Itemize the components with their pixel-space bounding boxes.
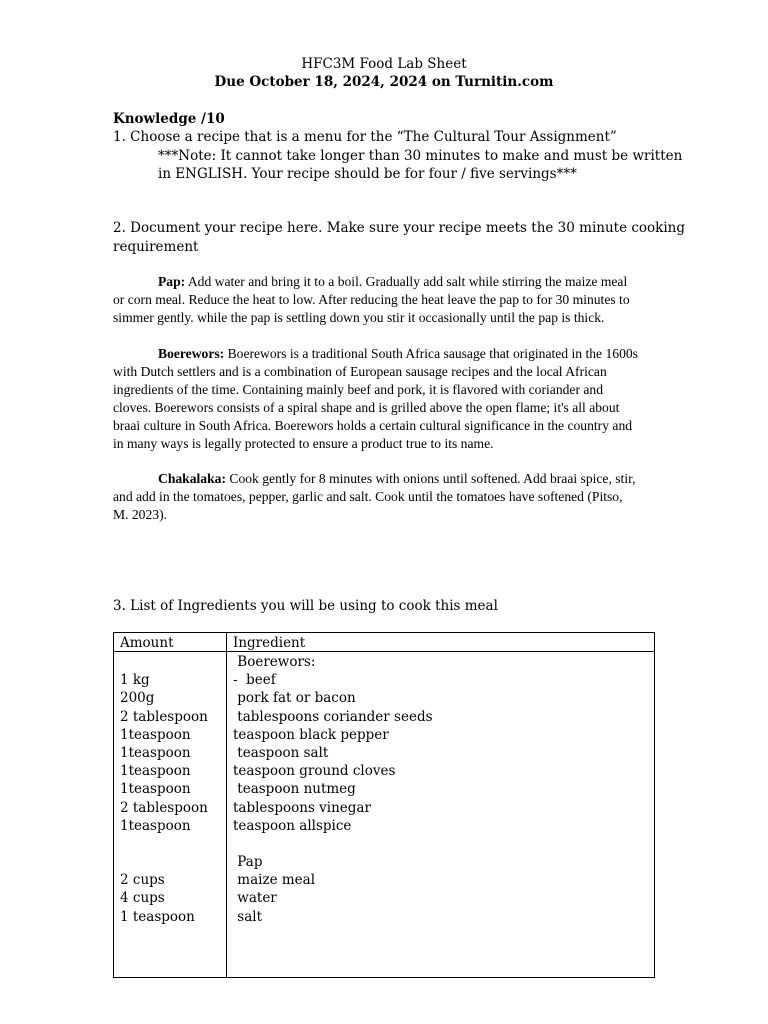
amount-row: [120, 853, 208, 871]
amount-row: 200g: [120, 690, 155, 707]
ingredient-row: Boerewors:: [233, 654, 316, 670]
question-2-line-1: 2. Document your recipe here. Make sure your recipe meets the 30 minute cooking: [113, 220, 686, 236]
ingredient-column: [233, 653, 433, 926]
amount-row: 1teaspoon: [120, 726, 191, 743]
pap-text-2: or corn meal. Reduce the heat to low. After reducing the heat leave the pap to for 30 minutes to: [113, 292, 630, 307]
chakalaka-text-3: M. 2023).: [113, 507, 167, 522]
pap-text-1: Add water and bring it to a boil. Gradually add salt while stirring the maize meal: [185, 274, 628, 289]
boerewors-text-5: braai culture in South Africa. Boerewors holds a certain cultural significance in the country and: [113, 418, 633, 433]
boerewors-text-1: Boerewors is a traditional South Africa sausage that originated in the 1600s: [224, 346, 638, 361]
due-date: Due October 18, 2024, 2024 on Turnitin.com: [214, 74, 554, 90]
boerewors-label: Boerewors:: [158, 346, 225, 361]
amount-column: [120, 653, 208, 926]
amount-row: 1 kg: [120, 672, 150, 689]
pap-label: Pap:: [158, 274, 186, 289]
ingredient-row: teaspoon salt: [233, 744, 329, 761]
amount-row: 1 teaspoon: [120, 908, 195, 925]
ingredient-row: maize meal: [233, 872, 316, 889]
amount-row: 1teaspoon: [120, 744, 191, 761]
question-3: 3. List of Ingredients you will be using to cook this meal: [113, 598, 498, 614]
chakalaka-paragraph: [113, 470, 658, 524]
amount-row: 1teaspoon: [120, 817, 191, 834]
course-title: HFC3M Food Lab Sheet: [301, 56, 467, 72]
ingredient-row: teaspoon allspice: [233, 817, 352, 834]
ingredient-row: pork fat or bacon: [233, 690, 356, 707]
ingredient-row: tablespoons coriander seeds: [233, 708, 433, 725]
ingredient-row: teaspoon nutmeg: [233, 781, 356, 798]
pap-paragraph: [113, 273, 658, 327]
ingredient-row: salt: [233, 908, 263, 925]
boerewors-text-3: ingredients of the time. Containing mainly beef and pork, it is flavored with coriander and: [113, 382, 603, 397]
pap-text-3: simmer gently. while the pap is settling down you stir it occasionally until the pap is thick.: [113, 310, 605, 325]
ingredients-table: [113, 632, 655, 978]
ingredient-row: - beef: [233, 672, 276, 689]
chakalaka-text-1: Cook gently for 8 minutes with onions until softened. Add braai spice, stir,: [226, 471, 636, 486]
note-line-2: in ENGLISH. Your recipe should be for four / five servings***: [158, 166, 577, 182]
chakalaka-label: Chakalaka:: [158, 471, 226, 486]
amount-row: 4 cups: [120, 890, 165, 907]
boerewors-text-4: cloves. Boerewors consists of a spiral shape and is grilled above the open flame; it's all about: [113, 400, 620, 415]
amount-row: 2 tablespoon: [120, 799, 208, 816]
ingredient-header: Ingredient: [233, 635, 306, 651]
knowledge-heading: Knowledge /10: [113, 111, 225, 127]
boerewors-text-6: in many ways is legally protected to ensure a product true to its name.: [113, 436, 494, 451]
amount-header: Amount: [120, 635, 174, 651]
header-divider: [114, 651, 654, 652]
ingredient-row: teaspoon black pepper: [233, 726, 389, 743]
amount-row: 2 tablespoon: [120, 708, 208, 725]
chakalaka-text-2: and add in the tomatoes, pepper, garlic and salt. Cook until the tomatoes have softened (Pitso,: [113, 489, 623, 504]
amount-row: 1teaspoon: [120, 763, 191, 780]
ingredient-row: Pap: [233, 854, 263, 871]
amount-row: 1teaspoon: [120, 781, 191, 798]
ingredient-row: water: [233, 890, 277, 907]
amount-row: 2 cups: [120, 872, 165, 889]
amount-row: [120, 653, 208, 671]
question-2-line-2: requirement: [113, 239, 199, 255]
ingredient-row: tablespoons vinegar: [233, 799, 371, 816]
column-divider: [226, 633, 227, 977]
note-line-1: ***Note: It cannot take longer than 30 minutes to make and must be written: [158, 148, 683, 164]
question-1: 1. Choose a recipe that is a menu for the “The Cultural Tour Assignment”: [113, 129, 617, 145]
boerewors-text-2: with Dutch settlers and is a combination of European sausage recipes and the local African: [113, 364, 607, 379]
ingredient-row: [233, 835, 433, 853]
amount-row: [120, 835, 208, 853]
boerewors-paragraph: [113, 345, 658, 453]
ingredient-row: teaspoon ground cloves: [233, 763, 396, 780]
